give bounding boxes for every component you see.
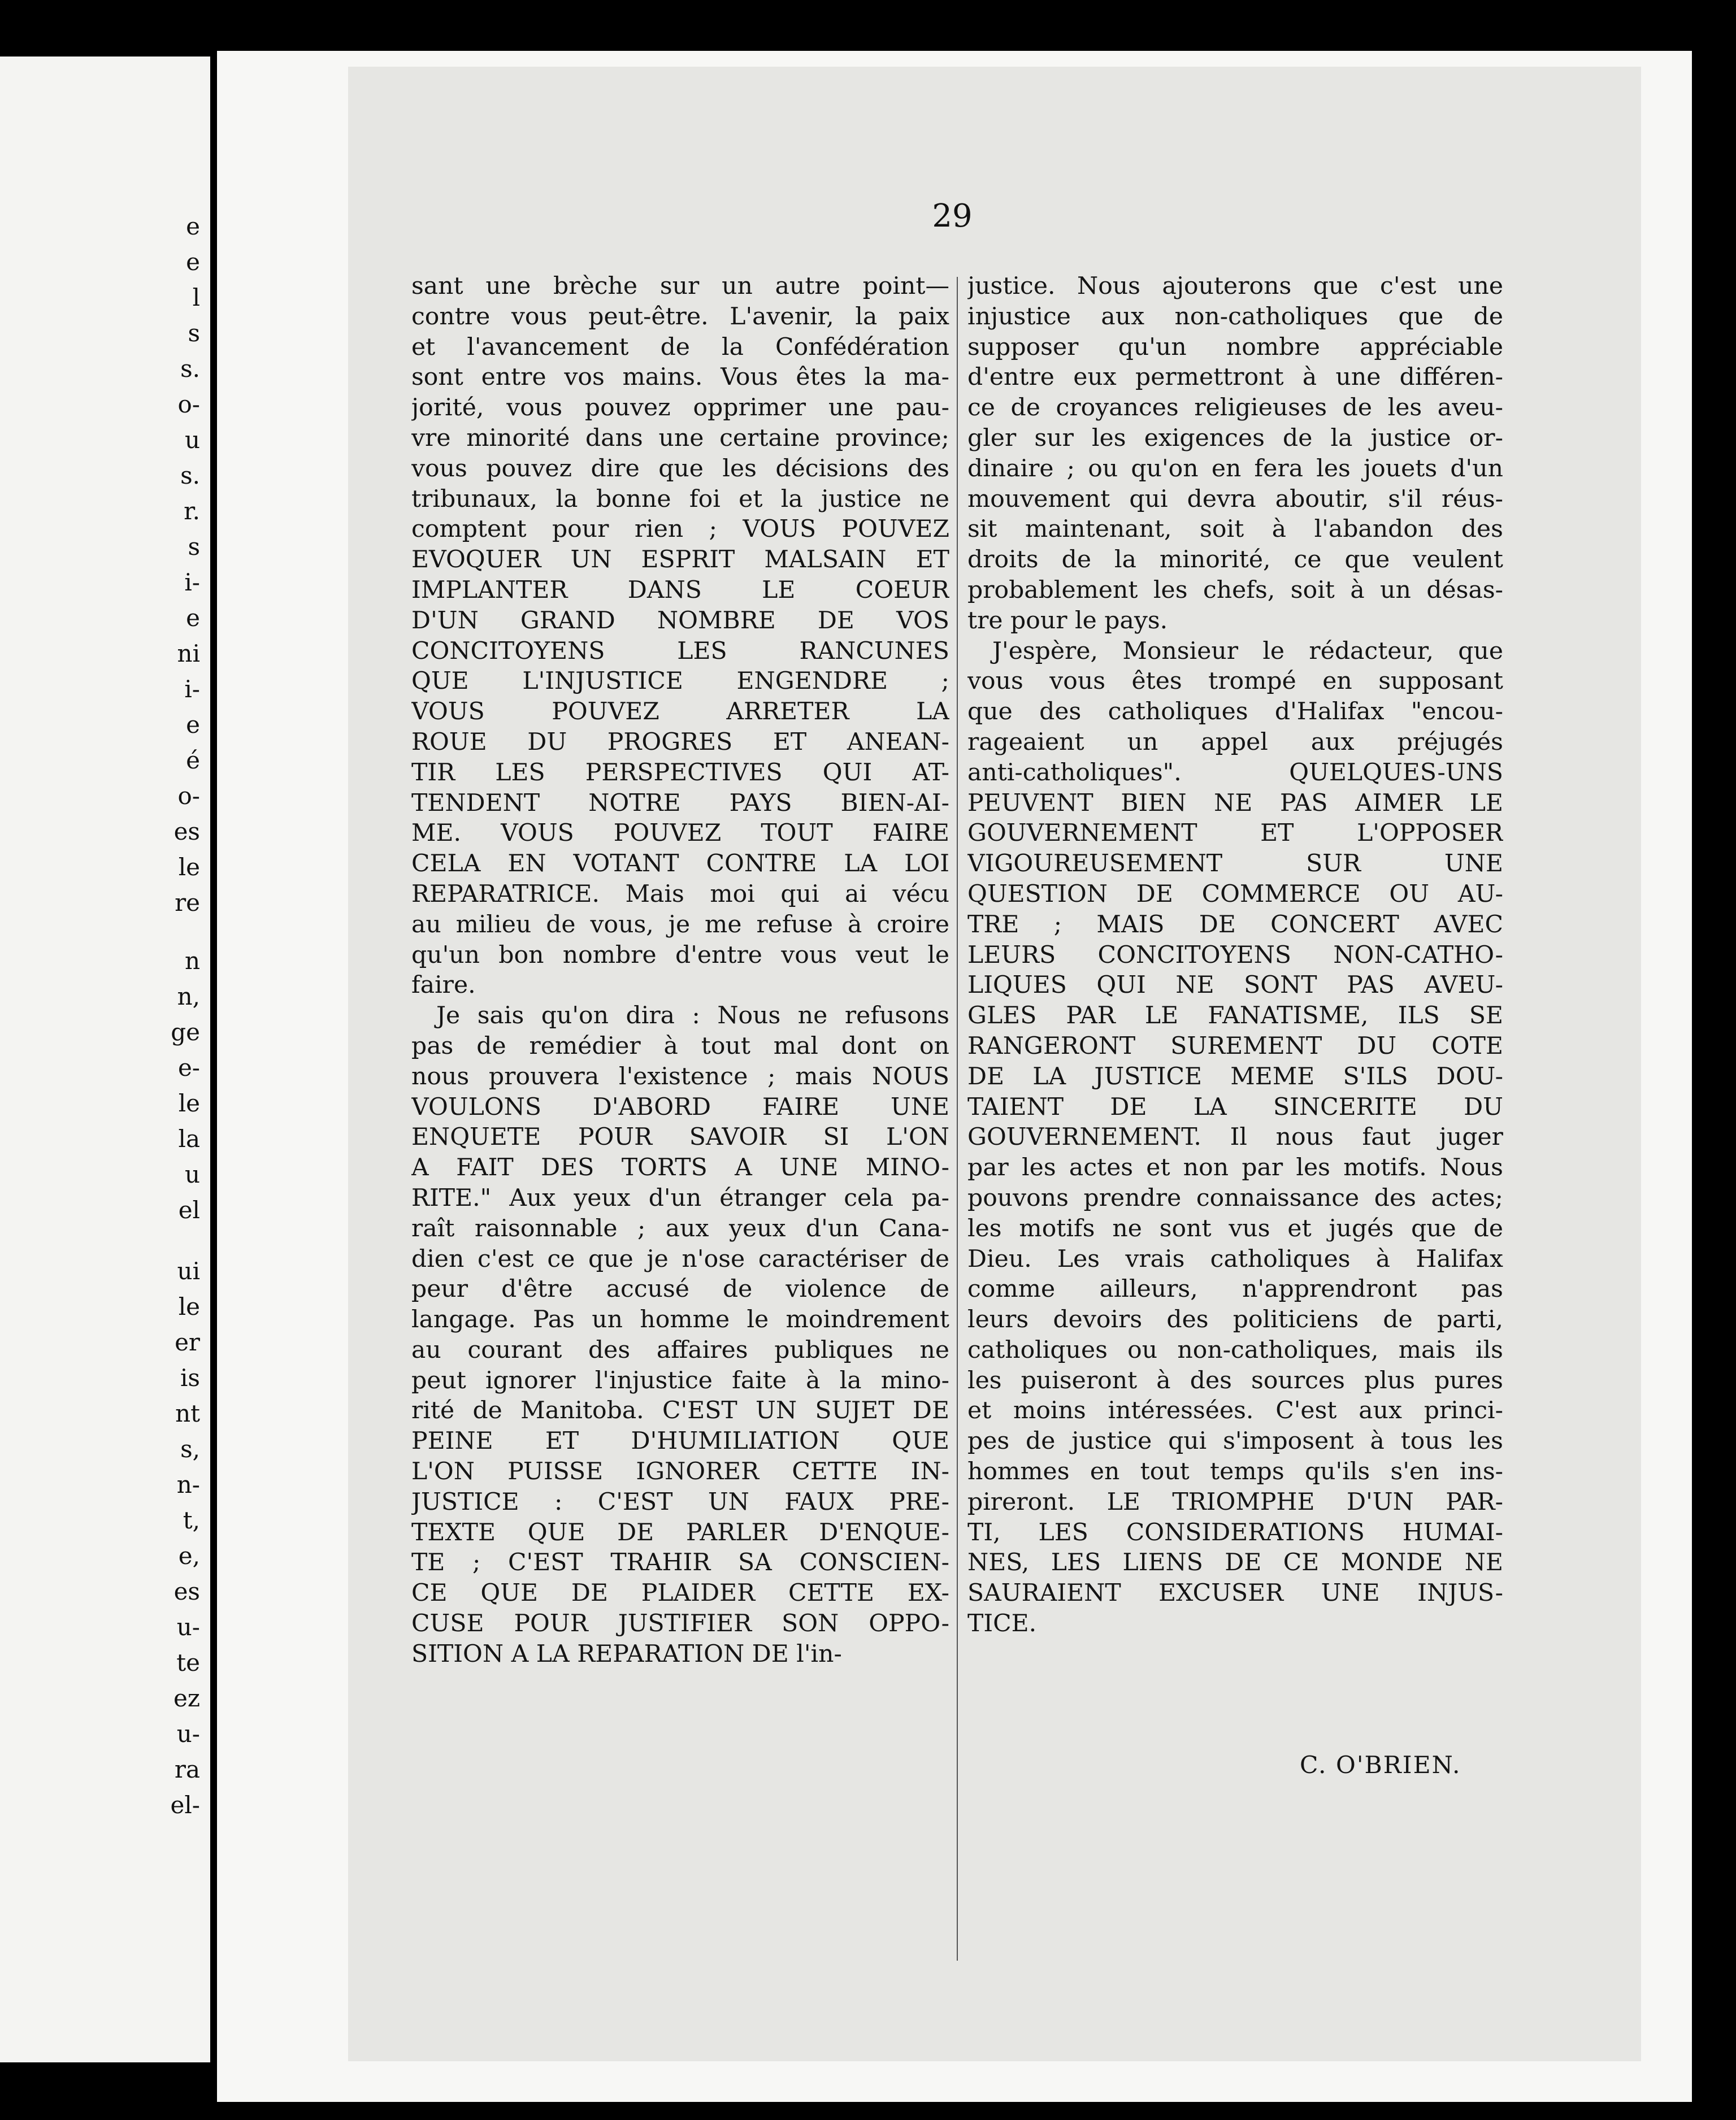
facing-page-fragment: n- [176, 1471, 200, 1498]
text-line: QUE L'INJUSTICE ENGENDRE ; [411, 667, 949, 696]
text-line: les puiseront à des sources plus pures [967, 1366, 1503, 1394]
text-line: que des catholiques d'Halifax "encou- [967, 698, 1503, 726]
text-line: CELA EN VOTANT CONTRE LA LOI [411, 850, 949, 878]
facing-page-fragment: t, [183, 1506, 200, 1534]
text-line: leurs devoirs des politiciens de parti, [967, 1306, 1503, 1334]
text-line: TIR LES PERSPECTIVES QUI AT- [411, 758, 949, 787]
text-line: ENQUETE POUR SAVOIR SI L'ON [411, 1123, 949, 1152]
left-column [411, 271, 949, 1670]
facing-page-fragment: u [184, 1161, 200, 1188]
text-line: pireront. LE TRIOMPHE D'UN PAR- [967, 1488, 1503, 1516]
facing-page-fragment: u [184, 426, 200, 454]
text-line: RITE." Aux yeux d'un étranger cela pa- [411, 1184, 949, 1212]
text-line: pes de justice qui s'imposent à tous les [967, 1427, 1503, 1456]
text-line: EVOQUER UN ESPRIT MALSAIN ET [411, 546, 949, 574]
text-line: vous pouvez dire que les décisions des [411, 454, 949, 483]
text-line: ROUE DU PROGRES ET ANEAN- [411, 728, 949, 756]
text-line: D'UN GRAND NOMBRE DE VOS [411, 606, 949, 635]
facing-page-fragment: ra [174, 1756, 200, 1783]
facing-page-fragment: la [178, 1125, 200, 1153]
facing-page-fragment: é [186, 746, 200, 774]
text-line: TI, LES CONSIDERATIONS HUMAI- [967, 1518, 1503, 1546]
text-line: et moins intéressées. C'est aux princi- [967, 1397, 1503, 1425]
text-line: langage. Pas un homme le moindrement [411, 1306, 949, 1334]
text-line: faire. [411, 971, 476, 1000]
facing-page-fragment: er [175, 1328, 200, 1356]
facing-page-fragment: e [186, 604, 200, 632]
text-line: gler sur les exigences de la justice or- [967, 424, 1503, 452]
text-line: au courant des affaires publiques ne [411, 1336, 949, 1364]
text-line: SAURAIENT EXCUSER UNE INJUS- [967, 1579, 1503, 1608]
facing-page-fragment: el- [170, 1791, 200, 1819]
text-line: raît raisonnable ; aux yeux d'un Cana- [411, 1214, 949, 1243]
facing-page-fragment: s [188, 319, 200, 347]
text-line: GOUVERNEMENT. Il nous faut juger [967, 1123, 1503, 1152]
text-line: LIQUES QUI NE SONT PAS AVEU- [967, 971, 1503, 1000]
facing-page-fragment: ni [177, 640, 200, 667]
facing-page-fragment: o- [177, 390, 200, 418]
facing-page-fragment: u- [176, 1720, 200, 1748]
text-line: CUSE POUR JUSTIFIER SON OPPO- [411, 1610, 949, 1638]
text-line: GLES PAR LE FANATISME, ILS SE [967, 1002, 1503, 1030]
text-line: tre pour le pays. [967, 606, 1168, 635]
text-line: les motifs ne sont vus et jugés que de [967, 1214, 1503, 1243]
facing-page-fragment: u- [176, 1613, 200, 1641]
text-line: TENDENT NOTRE PAYS BIEN-AI- [411, 789, 949, 817]
text-line: dinaire ; ou qu'on en fera les jouets d'un [967, 454, 1503, 483]
facing-page-fragment: l [192, 284, 200, 311]
text-line: TRE ; MAIS DE CONCERT AVEC [967, 910, 1503, 939]
facing-page-fragment: nt [175, 1400, 200, 1427]
facing-page-fragment: e- [177, 1054, 200, 1081]
text-line: peur d'être accusé de violence de [411, 1275, 949, 1304]
facing-page-fragment: te [176, 1649, 200, 1676]
facing-page-fragment: re [175, 889, 200, 916]
text-line: justice. Nous ajouterons que c'est une [967, 272, 1503, 300]
text-line: pouvons prendre connaissance des actes; [967, 1184, 1503, 1212]
text-line: peut ignorer l'injustice faite à la mino- [411, 1366, 949, 1394]
facing-page-fragment: ge [171, 1018, 200, 1046]
facing-page-edge [0, 57, 210, 2062]
text-line: hommes en tout temps qu'ils s'en ins- [967, 1458, 1503, 1486]
facing-page-fragment: e [186, 248, 200, 276]
text-line: ce de croyances religieuses de les aveu- [967, 394, 1503, 422]
text-line: TEXTE QUE DE PARLER D'ENQUE- [411, 1518, 949, 1546]
facing-page-fragment: n [184, 947, 200, 975]
facing-page-fragment: el [178, 1196, 200, 1224]
text-line: mouvement qui devra aboutir, s'il réus- [967, 485, 1503, 513]
text-line: sant une brèche sur un autre point— [411, 272, 949, 300]
text-line: comme ailleurs, n'apprendront pas [967, 1275, 1503, 1304]
facing-page-fragment: i- [184, 675, 200, 703]
text-line: vre minorité dans une certaine province; [411, 424, 949, 452]
text-line: DE LA JUSTICE MEME S'ILS DOU- [967, 1062, 1503, 1091]
text-line: NES, LES LIENS DE CE MONDE NE [967, 1549, 1503, 1577]
text-line: JUSTICE : C'EST UN FAUX PRE- [411, 1488, 949, 1516]
text-line: jorité, vous pouvez opprimer une pau- [411, 394, 949, 422]
text-line: LEURS CONCITOYENS NON-CATHO- [967, 941, 1503, 969]
facing-page-fragment: o- [177, 782, 200, 810]
text-line: pas de remédier à tout mal dont on [411, 1032, 949, 1060]
facing-page-fragment: e, [178, 1542, 200, 1570]
text-line: A FAIT DES TORTS A UNE MINO- [411, 1154, 949, 1182]
facing-page-fragment: s, [180, 1435, 200, 1463]
page-number: 29 [932, 198, 973, 234]
text-line: CONCITOYENS LES RANCUNES [411, 637, 949, 665]
text-line: L'ON PUISSE IGNORER CETTE IN- [411, 1458, 949, 1486]
text-line: anti-catholiques". QUELQUES-UNS [967, 758, 1503, 787]
text-line: PEINE ET D'HUMILIATION QUE [411, 1427, 949, 1456]
text-line: IMPLANTER DANS LE COEUR [411, 576, 949, 604]
text-line: RANGERONT SUREMENT DU COTE [967, 1032, 1503, 1060]
facing-page-fragment: s. [180, 462, 200, 489]
text-line: droits de la minorité, ce que veulent [967, 546, 1503, 574]
text-line: tribunaux, la bonne foi et la justice ne [411, 485, 949, 513]
text-line: PEUVENT BIEN NE PAS AIMER LE [967, 789, 1503, 817]
text-line: et l'avancement de la Confédération [411, 333, 949, 361]
text-line: TE ; C'EST TRAHIR SA CONSCIEN- [411, 1549, 949, 1577]
text-line: qu'un bon nombre d'entre vous veut le [411, 941, 949, 969]
facing-page-fragment: ui [177, 1257, 200, 1285]
text-line: VIGOUREUSEMENT SUR UNE [967, 850, 1503, 878]
facing-page-fragment: e [186, 711, 200, 738]
text-line: VOULONS D'ABORD FAIRE UNE [411, 1093, 949, 1121]
text-line: probablement les chefs, soit à un désas- [967, 576, 1503, 604]
right-column [967, 271, 1503, 1639]
text-line: sit maintenant, soit à l'abandon des [967, 515, 1503, 544]
facing-page-fragment: i- [184, 568, 200, 596]
facing-page-fragment: s [188, 533, 200, 561]
text-line: sont entre vos mains. Vous êtes la ma- [411, 363, 949, 392]
text-line: par les actes et non par les motifs. Nous [967, 1154, 1503, 1182]
text-line: SITION A LA REPARATION DE l'in- [411, 1640, 842, 1668]
text-line: vous vous êtes trompé en supposant [967, 667, 1503, 696]
text-line: injustice aux non-catholiques que de [967, 302, 1503, 331]
text-line: Je sais qu'on dira : Nous ne refusons [436, 1002, 949, 1030]
text-line: rité de Manitoba. C'EST UN SUJET DE [411, 1397, 949, 1425]
facing-page-fragment: e [186, 212, 200, 240]
text-line: Dieu. Les vrais catholiques à Halifax [967, 1245, 1503, 1273]
column-divider [957, 277, 958, 1961]
text-line: J'espère, Monsieur le rédacteur, que [992, 637, 1503, 665]
text-line: VOUS POUVEZ ARRETER LA [411, 698, 949, 726]
facing-page-fragment: ez [173, 1684, 200, 1712]
text-line: GOUVERNEMENT ET L'OPPOSER [967, 819, 1503, 848]
facing-page-fragment: le [178, 1293, 200, 1320]
text-line: catholiques ou non-catholiques, mais ils [967, 1336, 1503, 1364]
text-line: comptent pour rien ; VOUS POUVEZ [411, 515, 949, 544]
text-line: ME. VOUS POUVEZ TOUT FAIRE [411, 819, 949, 848]
facing-page-fragment: es [173, 818, 200, 845]
facing-page-fragment: le [178, 1089, 200, 1117]
text-line: nous prouvera l'existence ; mais NOUS [411, 1062, 949, 1091]
facing-page-fragment: s. [180, 355, 200, 383]
text-line: contre vous peut-être. L'avenir, la paix [411, 302, 949, 331]
text-line: d'entre eux permettront à une différen- [967, 363, 1503, 392]
facing-page-fragment: is [180, 1364, 200, 1392]
text-line: TAIENT DE LA SINCERITE DU [967, 1093, 1503, 1121]
facing-page-fragment: n, [177, 983, 200, 1010]
text-line: QUESTION DE COMMERCE OU AU- [967, 880, 1503, 908]
text-line: dien c'est ce que je n'ose caractériser de [411, 1245, 949, 1273]
facing-page-fragment: r. [184, 497, 200, 525]
text-line: REPARATRICE. Mais moi qui ai vécu [411, 880, 949, 908]
text-line: rageaient un appel aux préjugés [967, 728, 1503, 756]
facing-page-fragment: es [173, 1578, 200, 1605]
facing-page-fragment: le [178, 853, 200, 881]
text-line: au milieu de vous, je me refuse à croire [411, 910, 949, 939]
text-line: TICE. [967, 1610, 1037, 1638]
signature: C. O'BRIEN. [1300, 1752, 1461, 1779]
text-line: CE QUE DE PLAIDER CETTE EX- [411, 1579, 949, 1608]
text-line: supposer qu'un nombre appréciable [967, 333, 1503, 361]
